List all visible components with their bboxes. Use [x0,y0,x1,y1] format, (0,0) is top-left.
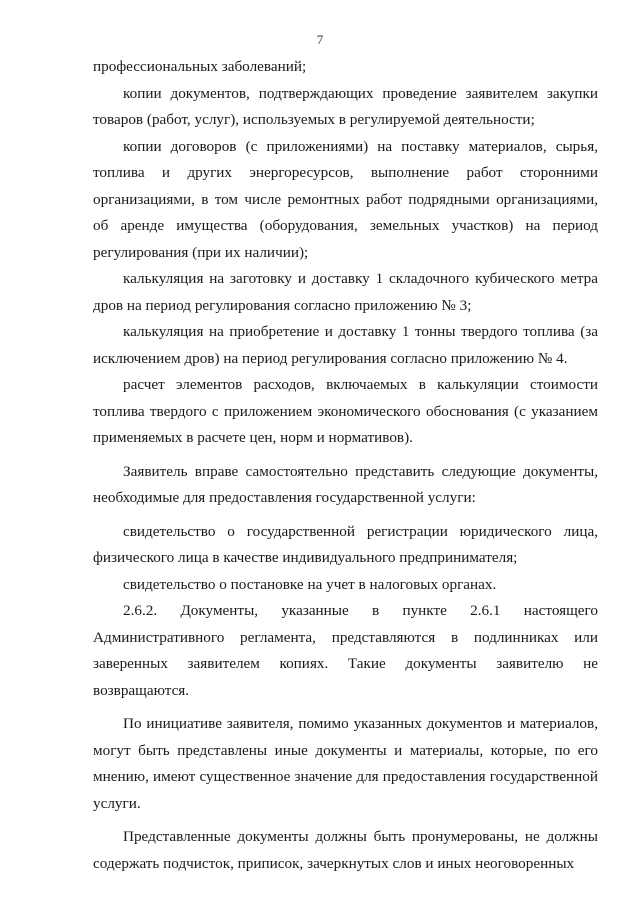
paragraph-registration-cert: свидетельство о государственной регистрации юридического лица, физического лица в качестве индивидуального предпринимателя; [93,522,598,566]
paragraph-contracts: копии договоров (с приложениями) на поставку материалов, сырья, топлива и других энергоресурсов, выполнение работ сторонними организациями, в том числе ремонтных работ подрядными организациями, об аренде имущества (оборудования, земельных участков) на период регулирования (при их наличии); [93,137,598,261]
paragraph-initiative: По инициативе заявителя, помимо указанных документов и материалов, могут быть представлены иные документы и материалы, которые, по его мнению, имеют существенное значение для предоставления государственной услуги. [93,715,598,812]
page-number: 7 [316,32,324,47]
paragraph-purchase-docs: копии документов, подтверждающих проведение заявителем закупки товаров (работ, услуг), используемых в регулируемой деятельности; [93,84,598,128]
paragraph-expense-calc: расчет элементов расходов, включаемых в калькуляции стоимости топлива твердого с приложением экономического обоснования (с указанием применяемых в расчете цен, норм и нормативов). [93,376,598,446]
paragraph-numbering: Представленные документы должны быть пронумерованы, не должны содержать подчисток, приписок, зачеркнутых слов и иных неоговоренных [93,828,598,872]
paragraph-solid-fuel-calc: калькуляция на приобретение и доставку 1 тонны твердого топлива (за исключением дров) на период регулирования согласно приложению № 4. [93,323,598,367]
paragraph-tax-cert: свидетельство о постановке на учет в налоговых органах. [123,575,497,593]
paragraph-applicant-right: Заявитель вправе самостоятельно представить следующие документы, необходимые для предоставления государственной услуги: [93,462,598,506]
paragraph-2-6-2: 2.6.2. Документы, указанные в пункте 2.6.1 настоящего Административного регламента, представляются в подлинниках или заверенных заявителем копиях. Такие документы заявителю не возвращаются. [93,602,598,699]
document-body [93,54,598,877]
paragraph-firewood-calc: калькуляция на заготовку и доставку 1 складочного кубического метра дров на период регулирования согласно приложению № 3; [93,270,598,314]
paragraph-continuation: профессиональных заболеваний; [93,58,307,75]
